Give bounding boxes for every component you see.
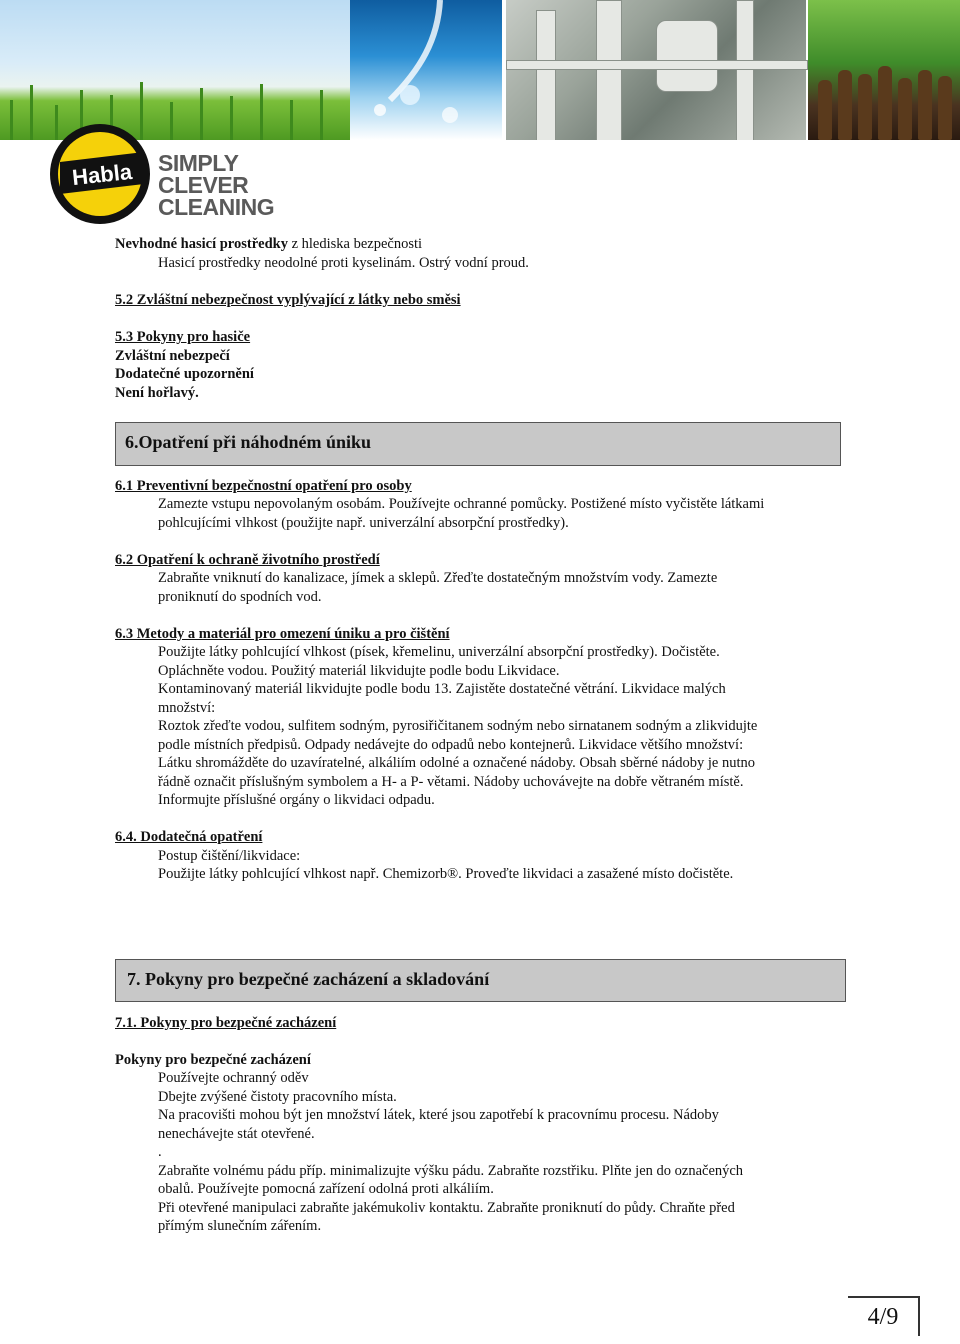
- text-line: .: [158, 1144, 162, 1160]
- logo-line-1: SIMPLY: [158, 150, 239, 176]
- logo-line-3: CLEANING: [158, 194, 275, 220]
- label-safe-handling: Pokyny pro bezpečné zacházení: [115, 1052, 311, 1068]
- bottles-photo: [808, 0, 960, 140]
- habla-logo: [48, 118, 288, 228]
- unsuitable-extinguishers: [115, 235, 422, 253]
- logo-badge-text: Habla: [70, 158, 134, 191]
- text-line: Látku shromážděte do uzavíratelné, alkáliím odolné a označené nádoby. Obsah sběrné nádoby je nutno: [158, 755, 755, 771]
- text-line: Hasicí prostředky neodolné proti kyselinám. Ostrý vodní proud.: [158, 255, 529, 271]
- section-6-title: 6.Opatření při náhodném úniku: [125, 432, 372, 452]
- logo-line-2: CLEVER: [158, 172, 249, 198]
- text-line: Použijte látky pohlcující vlhkost (písek, křemelinu, univerzální absorpční prostředky). Dočistěte.: [158, 644, 720, 660]
- text-line: nenechávejte stát otevřené.: [158, 1126, 315, 1142]
- text-line: Postup čištění/likvidace:: [158, 848, 301, 864]
- label-additional-note: Dodatečné upozornění: [115, 366, 254, 382]
- logo-wordmark: [158, 152, 274, 218]
- subheading-7-1: 7.1. Pokyny pro bezpečné zacházení: [115, 1015, 337, 1031]
- unsuitable-extinguishers-rest: z hlediska bezpečnosti: [287, 236, 423, 252]
- text-line: řádně označit příslušným symbolem a H- a P- větami. Nádoby uchovávejte na dobře větraném místě.: [158, 774, 744, 790]
- subheading-6-3: 6.3 Metody a materiál pro omezení úniku a pro čištění: [115, 626, 450, 642]
- text-line: Informujte příslušné orgány o likvidaci odpadu.: [158, 792, 435, 808]
- text-line: Opláchněte vodou. Použitý materiál likvidujte podle bodu Likvidace.: [158, 663, 560, 679]
- text-line: proniknutí do spodních vod.: [158, 589, 322, 605]
- text-line: podle místních předpisů. Odpady nedávejte do odpadů nebo kontejnerů. Likvidace většího množství:: [158, 737, 744, 753]
- text-line: Roztok zřeďte vodou, sulfitem sodným, pyrosiřičitanem sodným nebo sirnatanem sodným a zlikvidujte: [158, 718, 758, 734]
- habla-badge-icon: [48, 122, 152, 226]
- subheading-5-3: 5.3 Pokyny pro hasiče: [115, 329, 251, 345]
- industrial-pipes-photo: [506, 0, 806, 140]
- text-line: Dbejte zvýšené čistoty pracovního místa.: [158, 1089, 397, 1105]
- text-line: Použijte látky pohlcující vlhkost např. Chemizorb®. Proveďte likvidaci a zasažené místo dočistěte.: [158, 866, 734, 882]
- text-not-flammable: Není hořlavý.: [115, 385, 199, 401]
- subheading-6-1: 6.1 Preventivní bezpečnostní opatření pro osoby: [115, 478, 412, 494]
- text-line: Při otevřené manipulaci zabraňte jakémukoliv kontaktu. Zabraňte proniknutí do půdy. Chraňte před: [158, 1200, 735, 1216]
- text-line: množství:: [158, 700, 216, 716]
- text-line: Zabraňte vniknutí do kanalizace, jímek a sklepů. Zřeďte dostatečným množstvím vody. Zamezte: [158, 570, 718, 586]
- text-line: pohlcujícími vlhkost (použijte např. univerzální absorpční prostředky).: [158, 515, 569, 531]
- text-line: Kontaminovaný materiál likvidujte podle bodu 13. Zajistěte dostatečné větrání. Likvidace malých: [158, 681, 726, 697]
- page-number: 4/9: [848, 1296, 920, 1336]
- text-line: Na pracovišti mohou být jen množství látek, které jsou zapotřebí k pracovnímu procesu. Nádoby: [158, 1107, 719, 1123]
- text-line: Používejte ochranný oděv: [158, 1070, 309, 1086]
- text-line: obalů. Používejte pomocná zařízení odolná proti alkáliím.: [158, 1181, 494, 1197]
- section-7-title: 7. Pokyny pro bezpečné zacházení a skladování: [127, 969, 490, 989]
- subheading-6-4: 6.4. Dodatečná opatření: [115, 829, 263, 845]
- label-special-hazard: Zvláštní nebezpečí: [115, 348, 230, 364]
- text-line: přímým slunečním zářením.: [158, 1218, 322, 1234]
- text-line: Zabraňte volnému pádu příp. minimalizujte výšku pádu. Zabraňte rozstřiku. Plňte jen do označených: [158, 1163, 744, 1179]
- text-line: Zamezte vstupu nepovolaným osobám. Používejte ochranné pomůcky. Postižené místo vyčistěte látkami: [158, 496, 765, 512]
- unsuitable-extinguishers-label: Nevhodné hasicí prostředky: [115, 236, 288, 252]
- subheading-6-2: 6.2 Opatření k ochraně životního prostředí: [115, 552, 380, 568]
- water-splash-photo: [350, 0, 502, 140]
- subheading-5-2: 5.2 Zvláštní nebezpečnost vyplývající z látky nebo směsi: [115, 292, 461, 308]
